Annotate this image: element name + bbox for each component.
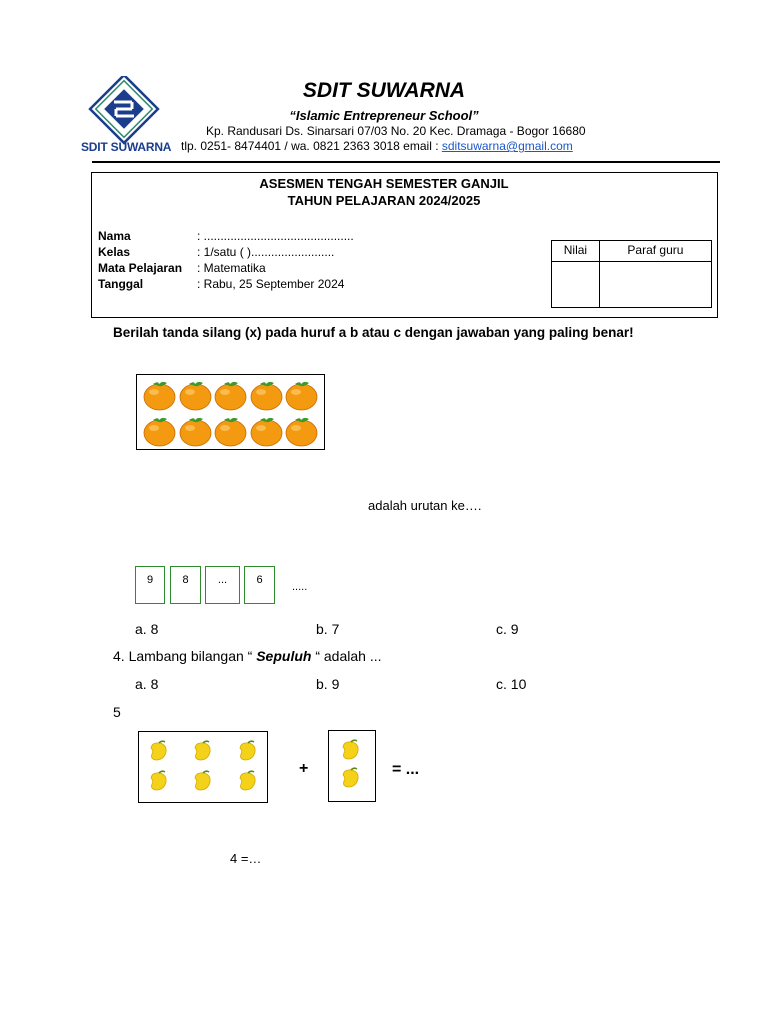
field-label-kelas: Kelas xyxy=(98,245,131,259)
q4-option-a[interactable]: a. 8 xyxy=(135,676,159,692)
orange-icon xyxy=(250,378,283,411)
orange-picture-box xyxy=(136,374,325,450)
q4-prefix: 4. Lambang bilangan “ xyxy=(113,648,257,664)
mango-icon xyxy=(236,770,258,792)
header-divider xyxy=(92,161,720,163)
q4-option-b[interactable]: b. 9 xyxy=(316,676,340,692)
instruction-text: Berilah tanda silang (x) pada huruf a b atau c dengan jawaban yang paling benar! xyxy=(113,325,634,340)
orange-question-text: adalah urutan ke…. xyxy=(368,498,482,513)
q4-suffix: “ adalah ... xyxy=(311,648,382,664)
score-header-paraf: Paraf guru xyxy=(599,241,711,262)
school-motto xyxy=(0,108,768,123)
q4-emphasis: Sepuluh xyxy=(256,648,312,664)
q4-option-c[interactable]: c. 10 xyxy=(496,676,527,692)
question-4 xyxy=(113,648,382,664)
sequence-box-1: 9 xyxy=(135,566,165,604)
school-contact xyxy=(181,139,573,153)
option-b[interactable]: b. 7 xyxy=(316,621,340,637)
contact-text: tlp. 0251- 8474401 / wa. 0821 2363 3018 email : xyxy=(181,139,442,153)
score-cell-paraf[interactable] xyxy=(599,262,711,308)
score-cell-nilai[interactable] xyxy=(552,262,600,308)
sequence-trailing: ..... xyxy=(292,581,308,593)
orange-icon xyxy=(214,378,247,411)
school-name-text: SDIT SUWARNA xyxy=(302,79,466,102)
school-name xyxy=(0,79,768,103)
option-a[interactable]: a. 8 xyxy=(135,621,159,637)
mango-box-right xyxy=(328,730,376,802)
orange-icon xyxy=(250,414,283,447)
mango-icon xyxy=(339,739,361,761)
field-label-nama: Nama xyxy=(98,229,131,243)
mango-icon xyxy=(191,770,213,792)
q5-footer-text: 4 =… xyxy=(230,851,262,866)
mango-icon xyxy=(147,770,169,792)
orange-icon xyxy=(214,414,247,447)
mango-box-left xyxy=(138,731,268,803)
orange-icon xyxy=(179,414,212,447)
orange-icon xyxy=(143,414,176,447)
exam-title-line1: ASESMEN TENGAH SEMESTER GANJIL xyxy=(259,176,509,191)
field-value-tanggal: : Rabu, 25 September 2024 xyxy=(197,277,345,291)
logo-caption: SDIT SUWARNA xyxy=(81,140,172,154)
sequence-box-2: 8 xyxy=(170,566,201,604)
field-value-nama[interactable]: : ............................................. xyxy=(197,229,354,243)
score-table xyxy=(551,240,712,308)
orange-icon xyxy=(179,378,212,411)
mango-icon xyxy=(191,740,213,762)
sequence-box-3[interactable]: ... xyxy=(205,566,240,604)
sequence-box-4: 6 xyxy=(244,566,275,604)
mango-icon xyxy=(236,740,258,762)
orange-icon xyxy=(285,378,318,411)
orange-icon xyxy=(285,414,318,447)
score-header-nilai: Nilai xyxy=(552,241,600,262)
motto-text: “Islamic Entrepreneur School” xyxy=(289,108,479,123)
field-label-mapel: Mata Pelajaran xyxy=(98,261,183,275)
field-value-mapel: : Matematika xyxy=(197,261,266,275)
field-value-kelas[interactable]: : 1/satu ( )......................... xyxy=(197,245,335,259)
mango-icon xyxy=(147,740,169,762)
equals-blank[interactable]: = ... xyxy=(392,761,420,778)
field-label-tanggal: Tanggal xyxy=(98,277,144,291)
option-c[interactable]: c. 9 xyxy=(496,621,519,637)
question-5-number: 5 xyxy=(113,704,121,720)
plus-sign: + xyxy=(299,760,309,777)
email-link[interactable]: sditsuwarna@gmail.com xyxy=(441,139,573,153)
mango-icon xyxy=(339,767,361,789)
orange-icon xyxy=(143,378,176,411)
school-address: Kp. Randusari Ds. Sinarsari 07/03 No. 20 Kec. Dramaga - Bogor 16680 xyxy=(206,124,586,138)
exam-title-line2: TAHUN PELAJARAN 2024/2025 xyxy=(287,193,481,208)
